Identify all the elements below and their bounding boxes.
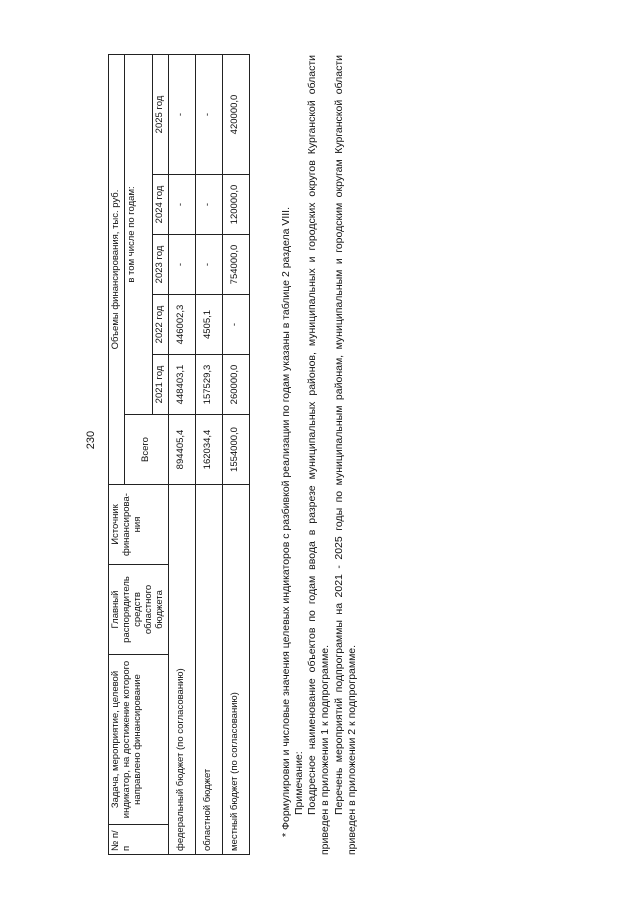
header-year: 2025 год [152, 55, 168, 175]
header-year: 2024 год [152, 175, 168, 235]
header-task: Задача, мероприятие, целевой индикатор, на достижение которого направлено финансирование [109, 655, 169, 825]
page-number: 230 [85, 430, 97, 450]
header-year: 2022 год [152, 295, 168, 355]
cell-value: - [168, 55, 195, 175]
row-label: федеральный бюджет (по согласованию) [168, 485, 195, 855]
cell-value: 157529,3 [195, 355, 222, 415]
header-manager: Главный распорядитель средств областного бюджета [109, 565, 169, 655]
rotated-page [100, 55, 400, 855]
cell-value: 420000,0 [222, 55, 249, 175]
cell-total: 894405,4 [168, 415, 195, 485]
remark-title: Примечание: [293, 751, 306, 815]
cell-value: 260000,0 [222, 355, 249, 415]
cell-value: - [195, 55, 222, 175]
header-num: № п/п [109, 825, 169, 855]
note-paragraph: Перечень мероприятий подпрограммы на 2021 - 2025 годы по муниципальным районам, муниципальным и городским округам Курганской области приведен в приложении 2 к подпрограмме. [332, 55, 358, 855]
cell-value: - [168, 175, 195, 235]
table-row [222, 55, 249, 855]
table-row [168, 55, 195, 855]
header-year: 2021 год [152, 355, 168, 415]
table-row [195, 55, 222, 855]
note-paragraph: Поадресное наименование объектов по годам ввода в разрезе муниципальных районов, муниципальных и городских округов Курганской области приведен в приложении 1 к подпрограмме. [306, 55, 332, 855]
cell-value: - [195, 235, 222, 295]
cell-value: 446002,3 [168, 295, 195, 355]
cell-value: - [222, 295, 249, 355]
cell-value: 120000,0 [222, 175, 249, 235]
header-by-years: в том числе по годам: [124, 55, 152, 415]
cell-total: 1554000,0 [222, 415, 249, 485]
header-row-1 [109, 55, 125, 855]
row-label: местный бюджет (по согласованию) [222, 485, 249, 855]
financing-table [108, 54, 250, 855]
header-year: 2023 год [152, 235, 168, 295]
header-volumes: Объемы финансирования, тыс. руб. [109, 55, 125, 485]
footnote: * Формулировки и числовые значения целевых индикаторов с разбивкой реализации по годам указаны в таблице 2 раздела VIII. [280, 206, 292, 837]
header-total: Всего [124, 415, 168, 485]
cell-total: 162034,4 [195, 415, 222, 485]
header-source: Источник финансирова-ния [109, 485, 169, 565]
row-label: областной бюджет [195, 485, 222, 855]
notes [280, 55, 359, 855]
cell-value: 754000,0 [222, 235, 249, 295]
cell-value: 4505,1 [195, 295, 222, 355]
cell-value: 448403,1 [168, 355, 195, 415]
cell-value: - [168, 235, 195, 295]
cell-value: - [195, 175, 222, 235]
document-content [100, 55, 640, 855]
